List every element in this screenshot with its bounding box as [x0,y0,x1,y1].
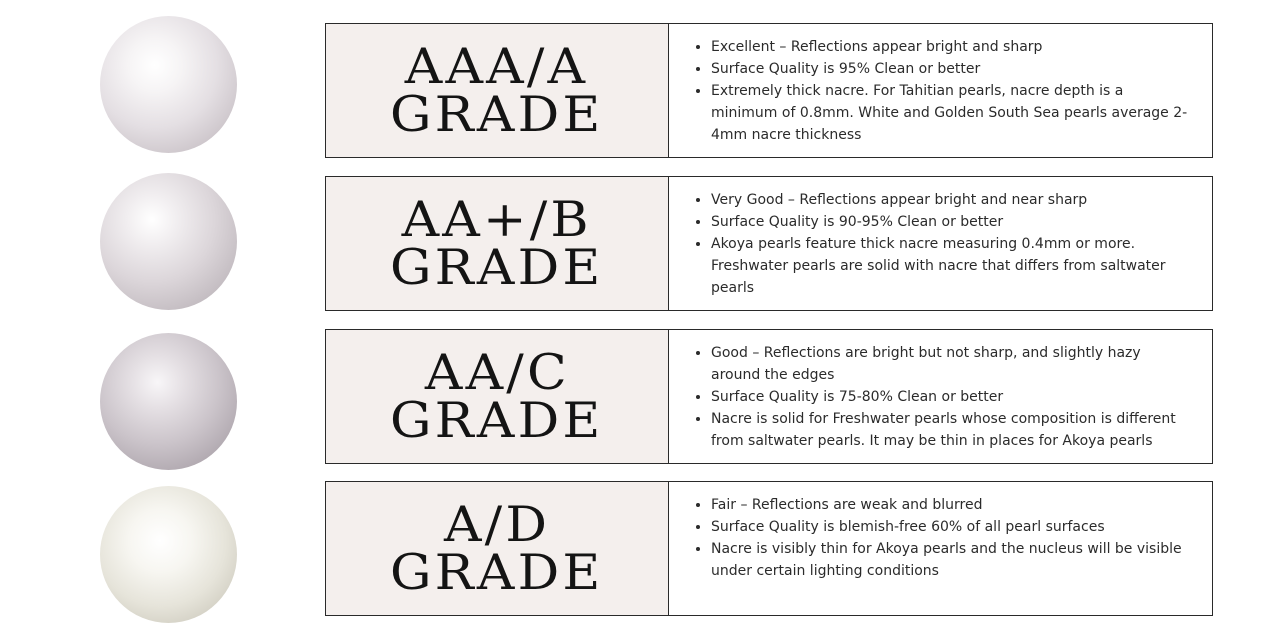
grade-description [669,330,1212,463]
grade-card [325,481,1213,616]
grade-word: GRADE [390,543,604,601]
grade-code: AA+/B [401,190,593,248]
pearl-image [100,486,237,623]
grade-description [669,177,1212,310]
bullet-reflection: • Good – Reflections are bright but not sharp, and slightly hazy around the edges [711,342,1192,386]
grade-title-cell [326,482,669,615]
grade-description [669,24,1212,157]
grade-title-cell [326,330,669,463]
grade-bullet-list [689,494,1192,582]
pearl-image [100,16,237,153]
bullet-reflection: • Very Good – Reflections appear bright and near sharp [711,189,1192,211]
bullet-nacre: • Nacre is solid for Freshwater pearls whose composition is different from saltwater pearls. It may be thin in places for Akoya pearls [711,408,1192,452]
grade-word: GRADE [390,238,604,296]
bullet-nacre: • Akoya pearls feature thick nacre measuring 0.4mm or more. Freshwater pearls are solid with nacre that differs from saltwater pearls [711,233,1192,299]
grade-description [669,482,1212,615]
pearl-image [100,173,237,310]
grade-row-aa [0,329,1280,466]
grade-word: GRADE [390,391,604,449]
bullet-reflection: • Fair – Reflections are weak and blurred [711,494,1192,516]
grade-bullet-list [689,189,1192,299]
pearl-image [100,333,237,470]
grade-card [325,329,1213,464]
grade-word: GRADE [390,85,604,143]
bullet-surface: • Surface Quality is 90-95% Clean or better [711,211,1192,233]
bullet-surface: • Surface Quality is blemish-free 60% of all pearl surfaces [711,516,1192,538]
grade-row-a [0,481,1280,618]
grade-card [325,176,1213,311]
grade-card [325,23,1213,158]
grade-code: A/D [443,495,551,553]
grade-bullet-list [689,342,1192,452]
bullet-nacre: • Extremely thick nacre. For Tahitian pearls, nacre depth is a minimum of 0.8mm. White and Golden South Sea pearls average 2-4mm nacre thickness [711,80,1192,146]
grade-bullet-list [689,36,1192,146]
bullet-nacre: • Nacre is visibly thin for Akoya pearls and the nucleus will be visible under certain lighting conditions [711,538,1192,582]
grade-row-aaa [0,23,1280,160]
grade-code: AA/C [424,343,570,401]
grade-title-cell [326,24,669,157]
grade-title-cell [326,177,669,310]
grade-code: AAA/A [405,37,589,95]
bullet-surface: • Surface Quality is 75-80% Clean or better [711,386,1192,408]
bullet-surface: • Surface Quality is 95% Clean or better [711,58,1192,80]
grade-row-aa-plus [0,176,1280,313]
bullet-reflection: • Excellent – Reflections appear bright and sharp [711,36,1192,58]
